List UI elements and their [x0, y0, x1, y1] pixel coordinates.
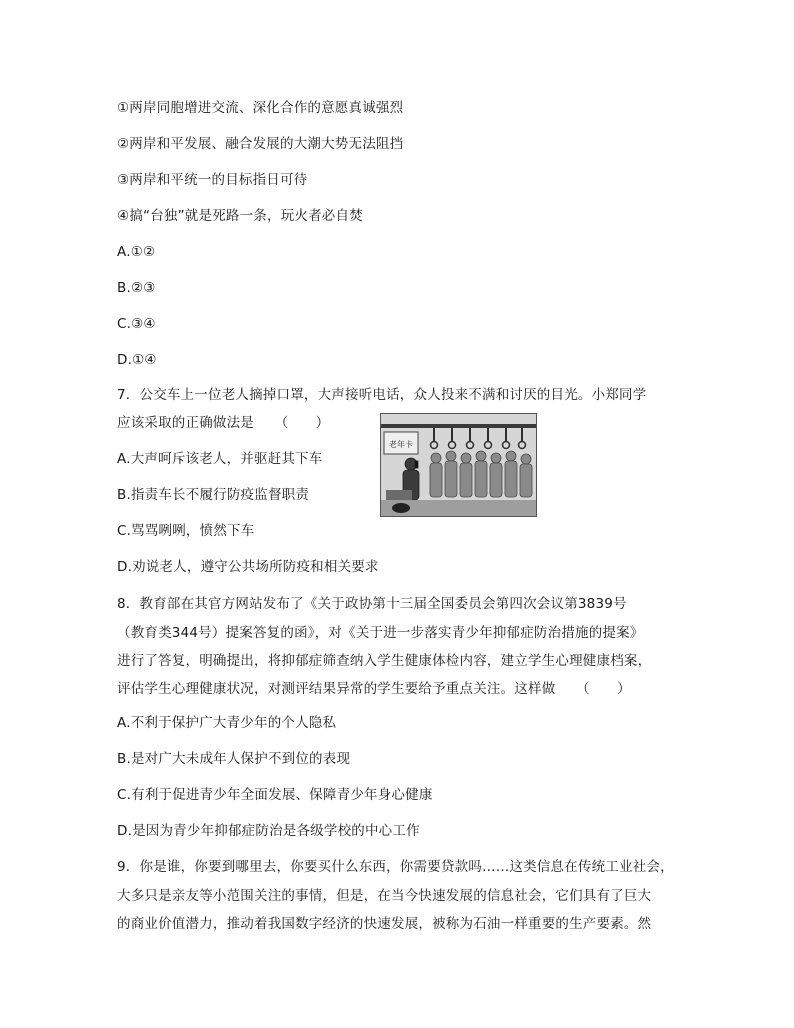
question-7-option-a: A.大声呵斥该老人，并驱赶其下车 [117, 451, 323, 467]
bus-sign-text: 老年卡 [389, 440, 413, 449]
statement-4: ④搞“台独”就是死路一条，玩火者必自焚 [117, 208, 363, 224]
question-8-stem-line-2: （教育类344号）提案答复的函》，对《关于进一步落实青少年抑郁症防治措施的提案》 [117, 625, 644, 641]
question-9-stem-line-2: 大多只是亲友等小范围关注的事情，但是，在当今快速发展的信息社会，它们具有了巨大 [117, 888, 652, 904]
question-7-stem-line-2: 应该采取的正确做法是 （ ） [117, 415, 330, 431]
bus-illustration [380, 413, 537, 517]
statement-3: ③两岸和平统一的目标指日可待 [117, 172, 308, 188]
statement-2: ②两岸和平发展、融合发展的大潮大势无法阻挡 [117, 136, 404, 152]
question-8-stem-line-1: 8．教育部在其官方网站发布了《关于政协第十三届全国委员会第四次会议第3839号 [117, 596, 627, 612]
question-8-stem-line-4: 评估学生心理健康状况，对测评结果异常的学生要给予重点关注。这样做 （ ） [117, 681, 631, 697]
question-7-option-c: C.骂骂咧咧，愤然下车 [117, 523, 255, 539]
question-7-stem-line-1: 7．公交车上一位老人摘掉口罩，大声接听电话，众人投来不满和讨厌的目光。小郑同学 [117, 387, 647, 403]
question-9-stem-line-3: 的商业价值潜力，推动着我国数字经济的快速发展，被称为石油一样重要的生产要素。然 [117, 916, 652, 932]
question-8-option-c: C.有利于促进青少年全面发展、保障青少年身心健康 [117, 787, 433, 803]
question-8-option-b: B.是对广大未成年人保护不到位的表现 [117, 751, 351, 767]
option-b: B.②③ [117, 280, 156, 296]
statement-1: ①两岸同胞增进交流、深化合作的意愿真诚强烈 [117, 100, 404, 116]
question-7-option-d: D.劝说老人，遵守公共场所防疫和相关要求 [117, 559, 379, 575]
question-9-stem-line-1: 9．你是谁，你要到哪里去，你要买什么东西，你需要贷款吗……这类信息在传统工业社会， [117, 859, 674, 875]
option-d: D.①④ [117, 352, 157, 368]
option-c: C.③④ [117, 316, 156, 332]
question-8-option-a: A.不利于保护广大青少年的个人隐私 [117, 715, 337, 731]
question-7-option-b: B.指责车长不履行防疫监督职责 [117, 487, 310, 503]
question-8-stem-line-3: 进行了答复，明确提出，将抑郁症筛查纳入学生健康体检内容，建立学生心理健康档案， [117, 653, 652, 669]
option-a: A.①② [117, 244, 156, 260]
bus-scene-drawing [381, 414, 536, 516]
question-8-option-d: D.是因为青少年抑郁症防治是各级学校的中心工作 [117, 823, 420, 839]
